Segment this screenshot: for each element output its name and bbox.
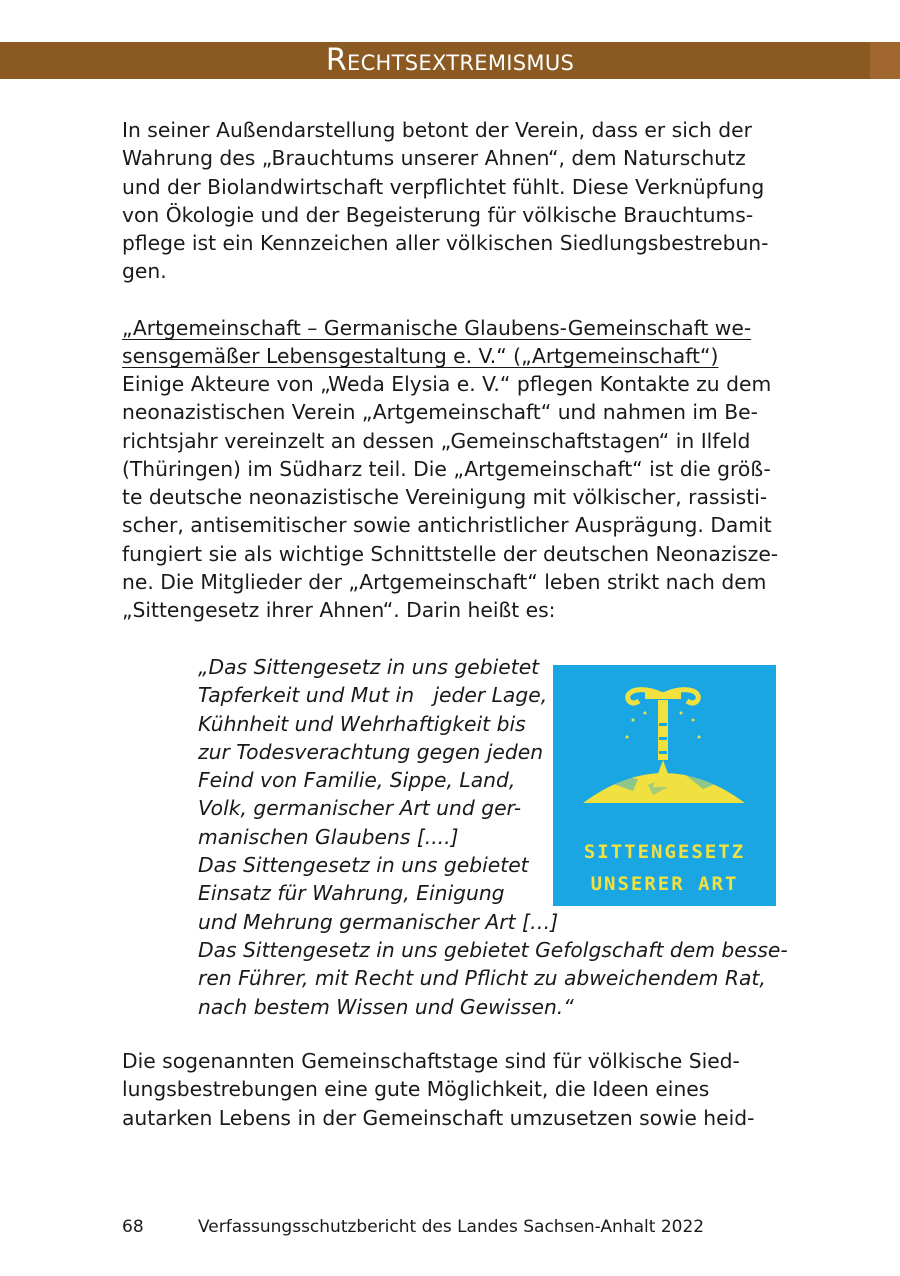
text-line: fungiert sie als wichtige Schnittstelle der deutschen Neonazisze- — [122, 541, 779, 566]
quote-line: Das Sittengesetz in uns gebietet Gefolgschaft dem besse- — [198, 937, 788, 962]
text-line: lungsbestrebungen eine gute Möglichkeit, die Ideen eines — [122, 1077, 710, 1102]
text-line: von Ökologie und der Begeisterung für völkische Brauchtums- — [122, 202, 754, 227]
section-heading — [122, 314, 782, 371]
text-line: Einige Akteure von „Weda Elysia e. V.“ pflegen Kontakte zu dem — [122, 372, 772, 396]
text-line: neonazistischen Verein „Artgemeinschaft“ und nahmen im Be- — [122, 400, 758, 425]
text-line: „Sittengesetz ihrer Ahnen“. Darin heißt es: — [122, 598, 556, 623]
text-line: (Thüringen) im Südharz teil. Die „Artgemeinschaft“ ist die größ- — [122, 456, 771, 481]
quote-line: ren Führer, mit Recht und Pflicht zu abweichendem Rat, — [198, 966, 766, 991]
quote-line: nach bestem Wissen und Gewissen.“ — [198, 994, 574, 1019]
heading-line: sensgemäßer Lebensgestaltung e. V.“ („Artgemeinschaft“) — [122, 344, 719, 369]
quote-line: Feind von Familie, Sippe, Land, — [198, 768, 516, 793]
text-line: Wahrung des „Brauchtums unserer Ahnen“, dem Naturschutz — [122, 146, 746, 171]
irminsul-globe-icon — [553, 665, 776, 906]
paragraph-artgemeinschaft — [122, 370, 782, 625]
paragraph-gemeinschaftstage — [122, 1047, 782, 1132]
quote-line: Kühnheit und Wehrhaftigkeit bis — [198, 711, 526, 736]
text-line: autarken Lebens in der Gemeinschaft umzusetzen sowie heid- — [122, 1105, 755, 1130]
page-number: 68 — [122, 1217, 144, 1237]
quote-line: und Mehrung germanischer Art […] — [198, 909, 559, 934]
page-title: Rechtsextremismus — [325, 43, 575, 78]
text-line: Die sogenannten Gemeinschaftstage sind für völkische Sied- — [122, 1049, 740, 1073]
quote-line: Tapferkeit und Mut in jeder Lage, — [198, 683, 548, 708]
text-line: und der Biolandwirtschaft verpflichtet fühlt. Diese Verknüpfung — [122, 174, 765, 199]
paragraph-intro — [122, 116, 782, 286]
text-line: gen. — [122, 259, 167, 284]
emblem-caption-line1: SITTENGESETZ — [583, 841, 746, 863]
quote-line: Volk, germanischer Art und ger- — [198, 796, 522, 821]
publication-title: Verfassungsschutzbericht des Landes Sachsen-Anhalt 2022 — [198, 1217, 705, 1237]
sittengesetz-emblem-image — [553, 665, 776, 906]
text-line: pflege ist ein Kennzeichen aller völkischen Siedlungsbestrebun- — [122, 231, 769, 256]
text-line: richtsjahr vereinzelt an dessen „Gemeinschaftstagen“ in Ilfeld — [122, 428, 751, 453]
quote-line: Einsatz für Wahrung, Einigung — [198, 881, 505, 906]
heading-line: „Artgemeinschaft – Germanische Glaubens-Gemeinschaft we- — [122, 316, 752, 340]
quote-line: Das Sittengesetz in uns gebietet — [198, 853, 529, 878]
text-line: te deutsche neonazistische Vereinigung mit völkischer, rassisti- — [122, 485, 768, 510]
text-line: scher, antisemitischer sowie antichristlicher Ausprägung. Damit — [122, 513, 772, 538]
text-line: In seiner Außendarstellung betont der Verein, dass er sich der — [122, 118, 752, 142]
emblem-caption-line2: UNSERER ART — [590, 873, 739, 895]
quote-line: zur Todesverachtung gegen jeden — [198, 739, 544, 764]
quote-line: manischen Glaubens [....] — [198, 824, 459, 849]
text-line: ne. Die Mitglieder der „Artgemeinschaft“ leben strikt nach dem — [122, 570, 767, 595]
quote-line: „Das Sittengesetz in uns gebietet — [198, 655, 540, 679]
